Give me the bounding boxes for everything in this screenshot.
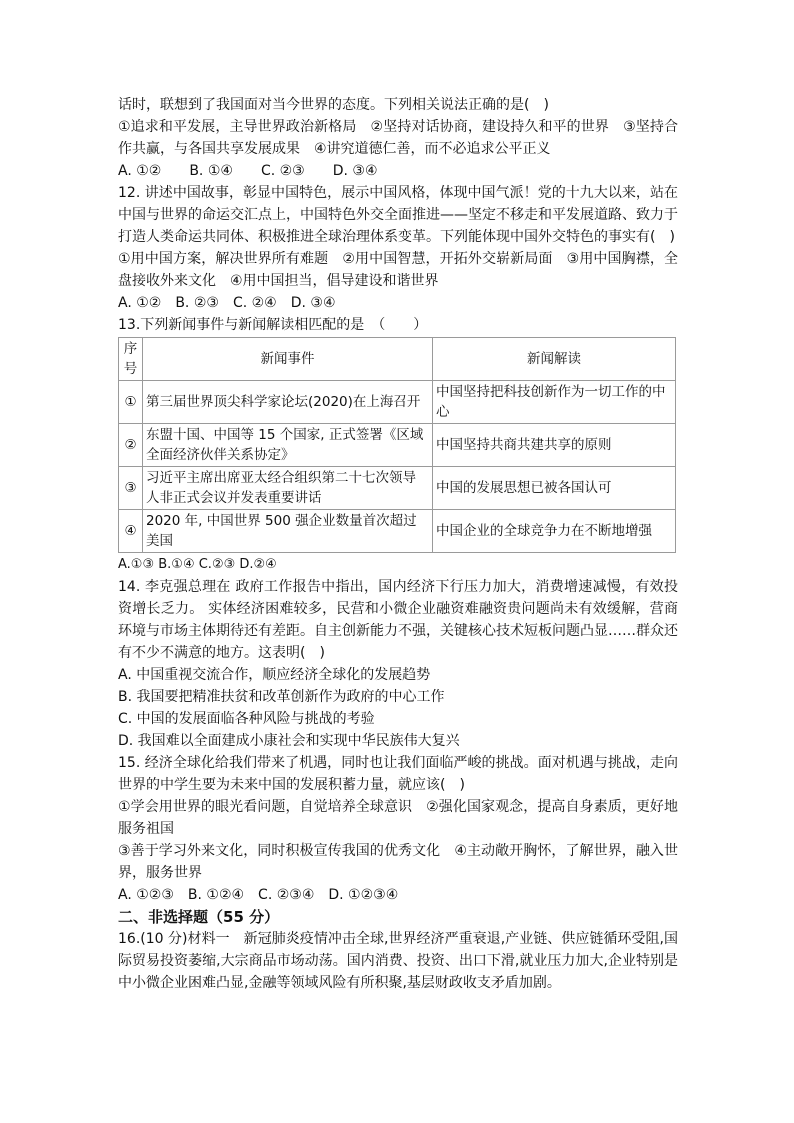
table-row	[119, 467, 676, 510]
q16-material: 16.(10 分)材料一 新冠肺炎疫情冲击全球,世界经济严重衰退,产业链、供应链循环受阻,国际贸易投资萎缩,大宗商品市场动荡。国内消费、投资、出口下滑,就业压力加大,企业特别是中小微企业困难凸显,金融等领域风险有所积聚,基层财政收支矛盾加剧。	[118, 931, 678, 991]
row-index: ④	[119, 510, 143, 553]
row-index: ①	[119, 381, 143, 424]
row-event: 第三届世界顶尖科学家论坛(2020)在上海召开	[143, 381, 433, 424]
row-reading: 中国坚持把科技创新作为一切工作的中心	[433, 381, 676, 424]
row-index: ②	[119, 424, 143, 467]
header-event: 新闻事件	[143, 338, 433, 381]
q14-option-d: D. 我国难以全面建成小康社会和实现中华民族伟大复兴	[118, 733, 460, 749]
row-reading: 中国企业的全球竞争力在不断地增强	[433, 510, 676, 553]
row-index: ③	[119, 467, 143, 510]
q12-options: A. ①② B. ②③ C. ②④ D. ③④	[118, 295, 336, 311]
header-reading: 新闻解读	[433, 338, 676, 381]
q15-stem: 15. 经济全球化给我们带来了机遇，同时也让我们面临严峻的挑战。面对机遇与挑战，走向世界的中学生要为未来中国的发展积蓄力量，就应该( )	[118, 755, 678, 793]
table-row	[119, 510, 676, 553]
row-reading: 中国的发展思想已被各国认可	[433, 467, 676, 510]
news-table-header	[119, 338, 676, 381]
table-row	[119, 424, 676, 467]
q14-stem: 14. 李克强总理在 政府工作报告中指出，国内经济下行压力加大，消费增速减慢，有效投资增长乏力。 实体经济困难较多，民营和小微企业融资难融资贵问题尚未有效缓解，营商环境与市场主体期待还有差距。自主创新能力不强，关键核心技术短板问题凸显……群众还有不少不满意的地方。这表明( )	[118, 579, 678, 661]
q13-options: A.①③ B.①④ C.②③ D.②④	[118, 557, 277, 572]
row-event: 东盟十国、中国等 15 个国家, 正式签署《区域全面经济伙伴关系协定》	[143, 424, 433, 467]
q15-statements-a: ①学会用世界的眼光看问题，自觉培养全球意识 ②强化国家观念，提高自身素质，更好地服务祖国	[118, 799, 678, 837]
q11-options: A. ①② B. ①④ C. ②③ D. ③④	[118, 163, 378, 179]
row-reading: 中国坚持共商共建共享的原则	[433, 424, 676, 467]
q15-statements-b: ③善于学习外来文化，同时积极宣传我国的优秀文化 ④主动敞开胸怀，了解世界，融入世界，服务世界	[118, 843, 678, 881]
news-table	[118, 337, 676, 553]
row-event: 习近平主席出席亚太经合组织第二十七次领导人非正式会议并发表重要讲话	[143, 467, 433, 510]
header-index: 序号	[119, 338, 143, 381]
section-title: 二、非选择题（55 分）	[118, 908, 280, 926]
q13-stem: 13.下列新闻事件与新闻解读相匹配的是 （ ）	[118, 317, 428, 333]
q11-statements: ①追求和平发展，主导世界政治新格局 ②坚持对话协商，建设持久和平的世界 ③坚持合作共赢，与各国共享发展成果 ④讲究道德仁善，而不必追求公平正义	[118, 119, 678, 157]
q11-stem-tail: 话时，联想到了我国面对当今世界的态度。下列相关说法正确的是( )	[118, 97, 549, 113]
q14-option-a: A. 中国重视交流合作，顺应经济全球化的发展趋势	[118, 667, 431, 683]
q14-option-b: B. 我国要把精准扶贫和改革创新作为政府的中心工作	[118, 689, 445, 705]
q14-option-c: C. 中国的发展面临各种风险与挑战的考验	[118, 711, 375, 727]
table-row	[119, 381, 676, 424]
row-event: 2020 年, 中国世界 500 强企业数量首次超过美国	[143, 510, 433, 553]
q12-stem: 12. 讲述中国故事，彰显中国特色，展示中国风格，体现中国气派！党的十九大以来，站在中国与世界的命运交汇点上，中国特色外交全面推进——坚定不移走和平发展道路、致力于打造人类命运共同体、积极推进全球治理体系变革。下列能体现中国外交特色的事实有( )	[118, 185, 678, 245]
q12-statements: ①用中国方案，解决世界所有难题 ②用中国智慧，开拓外交崭新局面 ③用中国胸襟，全盘接收外来文化 ④用中国担当，倡导建设和谐世界	[118, 251, 678, 289]
exam-content	[118, 94, 678, 994]
q15-options: A. ①②③ B. ①②④ C. ②③④ D. ①②③④	[118, 887, 399, 903]
